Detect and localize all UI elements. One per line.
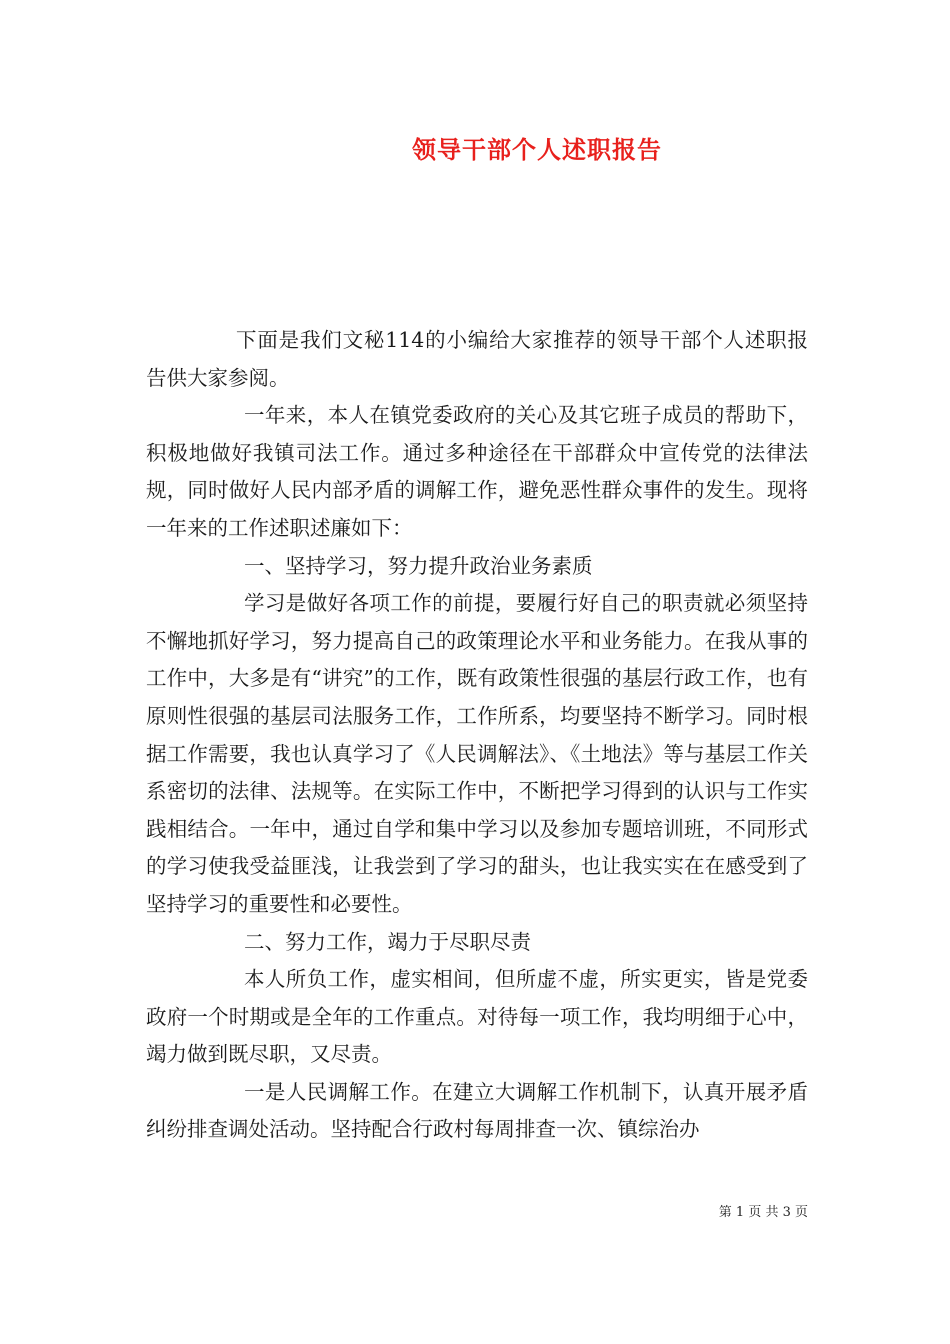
document-body [146, 322, 808, 1149]
body-paragraph: 学习是做好各项工作的前提，要履行好自己的职责就必须坚持不懈地抓好学习，努力提高自己的政策理论水平和业务能力。在我从事的工作中，大多是有“讲究”的工作，既有政策性很强的基层行政工作，也有原则性很强的基层司法服务工作，工作所系，均要坚持不断学习。同时根据工作需要，我也认真学习了《人民调解法》、《土地法》等与基层工作关系密切的法律、法规等。在实际工作中，不断把学习得到的认识与工作实践相结合。一年中，通过自学和集中学习以及参加专题培训班，不同形式的学习使我受益匪浅，让我尝到了学习的甜头，也让我实实在在感受到了坚持学习的重要性和必要性。 [146, 591, 808, 916]
document-title: 领导干部个人述职报告 [412, 135, 662, 164]
intro-paragraph: 下面是我们文秘114的小编给大家推荐的领导干部个人述职报告供大家参阅。 [146, 328, 808, 390]
section-heading: 二、努力工作，竭力于尽职尽责 [244, 929, 531, 954]
body-paragraph: 一是人民调解工作。在建立大调解工作机制下，认真开展矛盾纠纷排查调处活动。坚持配合行政村每周排查一次、镇综治办 [146, 1079, 808, 1142]
body-paragraph: 本人所负工作，虚实相间，但所虚不虚，所实更实，皆是党委政府一个时期或是全年的工作重点。对待每一项工作，我均明细于心中，竭力做到既尽职，又尽责。 [146, 967, 808, 1067]
body-paragraph: 一年来，本人在镇党委政府的关心及其它班子成员的帮助下，积极地做好我镇司法工作。通过多种途径在干部群众中宣传党的法律法规，同时做好人民内部矛盾的调解工作，避免恶性群众事件的发生。现将一年来的工作述职述廉如下： [146, 403, 808, 540]
section-heading: 一、坚持学习，努力提升政治业务素质 [244, 553, 593, 578]
page-number: 第 1 页 共 3 页 [718, 1205, 808, 1220]
